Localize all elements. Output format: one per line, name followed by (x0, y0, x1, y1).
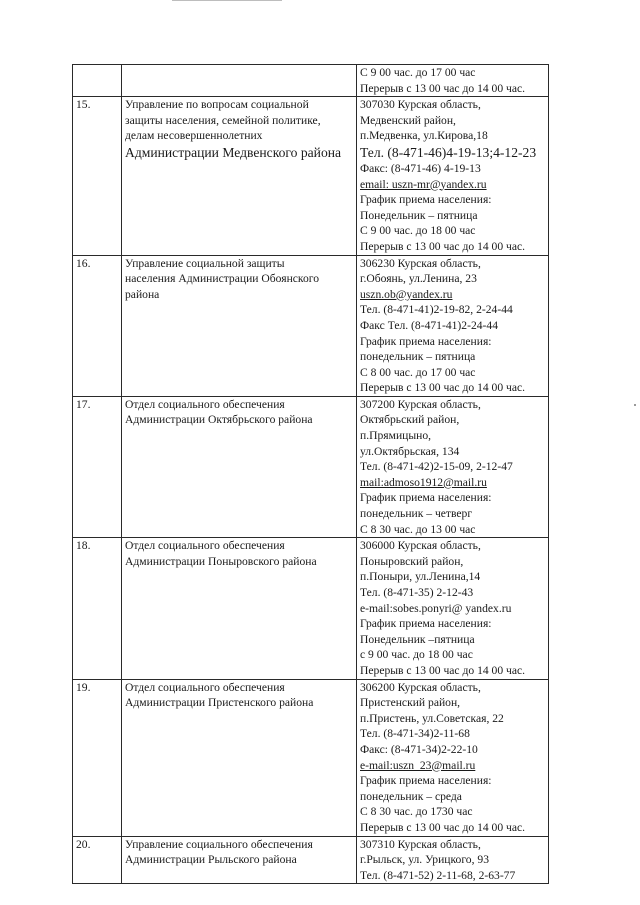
table-row (73, 97, 549, 255)
contact-line: Медвенский район, (360, 113, 456, 127)
contact-line: График приема населения: (360, 491, 492, 505)
row-number: 15. (73, 97, 122, 255)
contact-line: с 9 00 час. до 18 00 час (360, 648, 473, 662)
contact-cell (357, 836, 549, 884)
table-row (73, 396, 549, 537)
contact-line: С 9 00 час. до 17 00 час (360, 66, 476, 79)
contact-line: Тел. (8-471-41)2-19-82, 2-24-44 (360, 303, 513, 317)
organization-line: Управление по вопросам социальной (125, 98, 309, 112)
contact-line: Факс Тел. (8-471-41)2-24-44 (360, 318, 498, 332)
contact-line: Тел. (8-471-46)4-19-13;4-12-23 (360, 144, 537, 160)
contact-line: Перерыв с 13 00 час до 14 00 час. (360, 820, 526, 834)
organization-cell (122, 65, 357, 97)
contact-line: Перерыв с 13 00 час до 14 00 час. (360, 239, 526, 253)
email-link[interactable]: mail:admoso1912@mail.ru (360, 475, 487, 489)
contact-line: График приема населения: (360, 774, 492, 788)
contact-line: Перерыв с 13 00 час до 14 00 час. (360, 81, 526, 95)
organization-line: Администрации Медвенского района (125, 144, 342, 160)
row-number (73, 65, 122, 97)
contact-line: Перерыв с 13 00 час до 14 00 час. (360, 663, 526, 677)
contact-line: Перерыв с 13 00 час до 14 00 час. (360, 381, 526, 395)
table-row (73, 255, 549, 396)
contact-line: 307030 Курская область, (360, 98, 481, 112)
organization-cell (122, 255, 357, 396)
organization-line: Отдел социального обеспечения (125, 680, 285, 694)
scan-edge-line (172, 0, 282, 1)
contact-line: понедельник – четверг (360, 507, 473, 521)
organization-cell (122, 97, 357, 255)
email-link[interactable]: uszn.ob@yandex.ru (360, 287, 453, 301)
contact-line: Тел. (8-471-42)2-15-09, 2-12-47 (360, 460, 513, 474)
contact-line: понедельник – пятница (360, 350, 476, 364)
contact-line: Тел. (8-471-35) 2-12-43 (360, 586, 474, 599)
contact-cell (357, 255, 549, 396)
contact-line: Пристенский район, (360, 696, 461, 710)
organization-line: Администрации Поныровского района (125, 554, 317, 568)
table-body (73, 65, 549, 884)
organization-line: Администрации Рыльского района (125, 853, 297, 867)
organization-cell (122, 679, 357, 836)
organization-line: Администрации Пристенского района (125, 696, 314, 710)
contact-line: 306200 Курская область, (360, 680, 481, 694)
row-number: 19. (73, 679, 122, 836)
contact-line: Понедельник –пятница (360, 632, 475, 646)
table-row (73, 538, 549, 679)
organization-line: делам несовершеннолетних (125, 129, 263, 143)
organization-line: населения Администрации Обоянского (125, 272, 320, 286)
contact-cell (357, 679, 549, 836)
organization-line: Администрации Октябрьского района (125, 413, 313, 427)
contact-line: понедельник – среда (360, 789, 462, 803)
organization-cell (122, 538, 357, 679)
email-link[interactable]: e-mail:uszn_23@mail.ru (360, 758, 476, 772)
contact-line: п.Прямицыно, (360, 429, 432, 443)
row-number: 16. (73, 255, 122, 396)
contact-line: п.Медвенка, ул.Кирова,18 (360, 129, 488, 143)
organization-cell (122, 836, 357, 884)
organization-line: района (125, 287, 160, 301)
contact-line: С 8 30 час. до 13 00 час (360, 522, 476, 536)
table-row (73, 679, 549, 836)
contact-line: 306230 Курская область, (360, 256, 481, 270)
email-link[interactable]: email: uszn-mr@yandex.ru (360, 177, 487, 191)
organization-line: Управление социальной защиты (125, 256, 285, 270)
contact-line: Понедельник – пятница (360, 208, 478, 222)
contact-line: 306000 Курская область, (360, 539, 481, 553)
organization-cell (122, 396, 357, 537)
contact-cell (357, 396, 549, 537)
row-number: 17. (73, 396, 122, 537)
contact-line: Тел. (8-471-52) 2-11-68, 2-63-77 (360, 868, 516, 882)
organization-line: Отдел социального обеспечения (125, 397, 285, 411)
contact-line: График приема населения: (360, 617, 492, 631)
contact-line: п.Пристень, ул.Советская, 22 (360, 711, 504, 725)
social-services-table (72, 64, 549, 884)
scan-speck (634, 404, 636, 406)
contact-line: 307200 Курская область, (360, 397, 481, 411)
contact-line: График приема населения: (360, 193, 492, 207)
contact-line: С 8 30 час. до 1730 час (360, 805, 473, 819)
contact-line: Октябрьский район, (360, 413, 460, 427)
contact-line: г.Обоянь, ул.Ленина, 23 (360, 272, 477, 286)
contact-cell (357, 538, 549, 679)
contact-line: e-mail:sobes.ponyri@ yandex.ru (360, 601, 512, 615)
organization-line: Управление социального обеспечения (125, 837, 313, 851)
contact-cell (357, 65, 549, 97)
contact-line: График приема населения: (360, 334, 492, 348)
contact-line: С 9 00 час. до 18 00 час (360, 224, 476, 238)
contact-cell (357, 97, 549, 255)
contact-line: Факс: (8-471-46) 4-19-13 (360, 161, 481, 175)
contact-line: 307310 Курская область, (360, 837, 481, 851)
contact-line: Поныровский район, (360, 554, 464, 568)
contact-line: Факс: (8-471-34)2-22-10 (360, 742, 478, 756)
contact-line: п.Поныри, ул.Ленина,14 (360, 570, 481, 584)
contact-line: г.Рыльск, ул. Урицкого, 93 (360, 853, 489, 867)
contact-line: С 8 00 час. до 17 00 час (360, 365, 476, 379)
organization-line: защиты населения, семейной политике, (125, 113, 321, 127)
table-row (73, 836, 549, 884)
contact-line: ул.Октябрьская, 134 (360, 444, 460, 458)
table-row (73, 65, 549, 97)
row-number: 20. (73, 836, 122, 884)
row-number: 18. (73, 538, 122, 679)
contact-line: Тел. (8-471-34)2-11-68 (360, 727, 470, 741)
organization-line: Отдел социального обеспечения (125, 539, 285, 553)
